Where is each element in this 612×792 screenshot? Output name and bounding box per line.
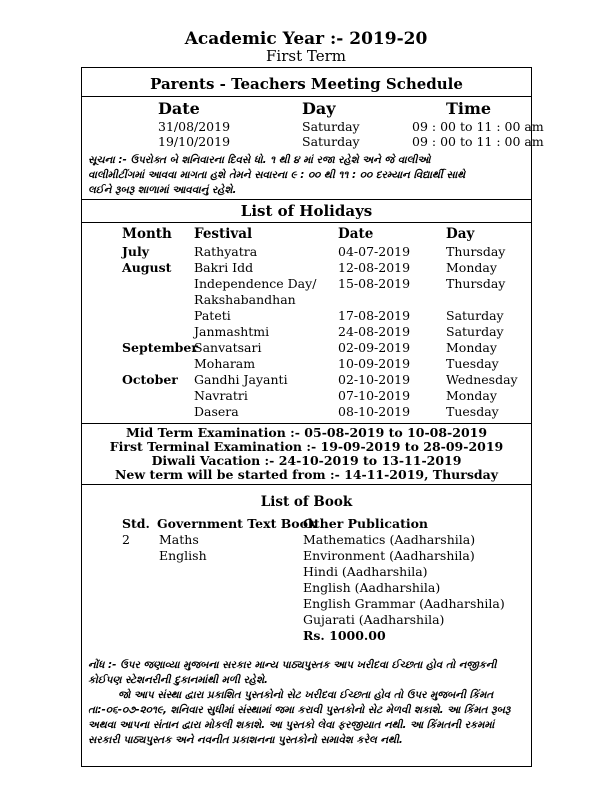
holiday-month: October xyxy=(122,372,178,387)
other-book: Hindi (Aadharshila) xyxy=(303,564,428,579)
book-std: 2 xyxy=(122,532,130,547)
divider xyxy=(82,423,531,424)
other-book: Environment (Aadharshila) xyxy=(303,548,475,563)
ptm-day: Saturday xyxy=(302,119,360,134)
other-book: Mathematics (Aadharshila) xyxy=(303,532,476,547)
ptm-col-date: Date xyxy=(158,99,200,118)
footer-note-para2: જો આપ સંસ્થા દ્વારા પ્રકાશિત પુસ્તકોનો સેટ ખરીદવા ઈચ્છતા હોવ તો ઉપર મુજબની કિંમત તા:-૦૬-૦૭-૨૦૧૯, શનિવાર સુધીમાં સંસ્થામાં જમા કરાવી પુસ્તકોનો સેટ મેળવી શકાશે. આ કિંમત રૂબરૂ અથવા આપના સંતાન દ્વારા મોકલી શકાશે. આ પુસ્તકો લેવા ફરજીયાત નથી. આ કિંમતની રકમમાં સરકારી પાઠ્યપુસ્તક અને નવનીત પ્રકાશનના પુસ્તકોનો સમાવેશ કરેલ નથી. xyxy=(88,689,511,746)
books-total-price: Rs. 1000.00 xyxy=(303,628,386,643)
holiday-date: 24-08-2019 xyxy=(338,324,411,339)
holiday-festival: Janmashtmi xyxy=(194,324,270,339)
holiday-date: 02-10-2019 xyxy=(338,372,411,387)
holiday-date: 17-08-2019 xyxy=(338,308,411,323)
govt-book: Maths xyxy=(159,532,199,547)
holiday-date: 02-09-2019 xyxy=(338,340,411,355)
holiday-day: Thursday xyxy=(446,276,506,291)
first-terminal-exam: First Terminal Examination :- 19-09-2019 to 28-09-2019 xyxy=(109,439,504,454)
books-title: List of Book xyxy=(260,494,353,510)
term-subtitle: First Term xyxy=(266,47,346,65)
divider xyxy=(82,222,531,223)
ptm-time: 09 : 00 to 11 : 00 am xyxy=(412,134,544,149)
holiday-day: Tuesday xyxy=(446,404,499,419)
holiday-month: July xyxy=(122,244,150,259)
holiday-date: 07-10-2019 xyxy=(338,388,411,403)
footer-note-para1: નોંધ :- ઉપર જણાવ્યા મુજબના સરકાર માન્ય પાઠ્યપુસ્તક આપ ખરીદવા ઈચ્છતા હોવ તો નજીકની કોઈપણ સ્ટેશનરીની દુકાનમાંથી મળી રહેશે. xyxy=(88,659,497,686)
ptm-note-line: લઈને રૂબરૂ શાળામાં આવવાનું રહેશે. xyxy=(88,184,237,196)
holiday-festival: Independence Day/ xyxy=(194,276,317,291)
holiday-festival: Gandhi Jayanti xyxy=(194,372,288,387)
holiday-festival: Pateti xyxy=(194,308,231,323)
govt-book: English xyxy=(159,548,207,563)
holiday-festival: Rathyatra xyxy=(194,244,258,259)
holiday-day: Wednesday xyxy=(446,372,518,387)
ptm-time: 09 : 00 to 11 : 00 am xyxy=(412,119,544,134)
holiday-day: Saturday xyxy=(446,308,504,323)
holiday-date: 04-07-2019 xyxy=(338,244,411,259)
holiday-date: 15-08-2019 xyxy=(338,276,411,291)
other-book: English Grammar (Aadharshila) xyxy=(303,596,505,611)
books-col-govt: Government Text Book xyxy=(157,516,317,531)
holiday-month: August xyxy=(122,260,172,275)
holiday-month: September xyxy=(122,340,198,355)
holiday-festival: Dasera xyxy=(194,404,239,419)
holiday-festival: Rakshabandhan xyxy=(194,292,296,307)
ptm-date: 19/10/2019 xyxy=(158,134,231,149)
holiday-date: 08-10-2019 xyxy=(338,404,411,419)
holiday-day: Monday xyxy=(446,260,497,275)
other-book: English (Aadharshila) xyxy=(303,580,441,595)
holiday-day: Monday xyxy=(446,340,497,355)
schedule-frame xyxy=(81,67,544,767)
holiday-festival: Bakri Idd xyxy=(194,260,254,275)
holiday-day: Tuesday xyxy=(446,356,499,371)
holiday-day: Saturday xyxy=(446,324,504,339)
holidays-col-month: Month xyxy=(122,226,172,242)
books-col-other: Other Publication xyxy=(303,516,429,531)
holiday-festival: Sanvatsari xyxy=(194,340,262,355)
ptm-date: 31/08/2019 xyxy=(158,119,231,134)
holidays-col-day: Day xyxy=(446,226,475,242)
holidays-col-festival: Festival xyxy=(194,226,253,242)
mid-term-exam: Mid Term Examination :- 05-08-2019 to 10-08-2019 xyxy=(125,425,488,440)
diwali-vacation: Diwali Vacation :- 24-10-2019 to 13-11-2019 xyxy=(151,453,462,468)
holiday-day: Monday xyxy=(446,388,497,403)
new-term-start: New term will be started from :- 14-11-2019, Thursday xyxy=(115,467,498,482)
ptm-day: Saturday xyxy=(302,134,360,149)
holiday-festival: Moharam xyxy=(194,356,256,371)
holidays-title: List of Holidays xyxy=(240,202,373,220)
ptm-note-line: વાલીમીટીંગમાં આવવા માગતા હશે તેમને સવારના ૯ : ૦૦ થી ૧૧ : ૦૦ દરમ્યાન વિદ્યાર્થી સાથે xyxy=(88,169,466,181)
other-book: Gujarati (Aadharshila) xyxy=(303,612,445,627)
holiday-date: 10-09-2019 xyxy=(338,356,411,371)
books-col-std: Std. xyxy=(122,516,150,531)
ptm-title: Parents - Teachers Meeting Schedule xyxy=(150,75,463,93)
holiday-day: Thursday xyxy=(446,244,506,259)
holiday-date: 12-08-2019 xyxy=(338,260,411,275)
holidays-col-date: Date xyxy=(338,226,374,242)
academic-year-title: Academic Year :- 2019-20 xyxy=(184,29,428,49)
divider xyxy=(82,96,531,97)
holiday-festival: Navratri xyxy=(194,388,248,403)
divider xyxy=(82,484,531,485)
divider xyxy=(82,199,531,200)
ptm-col-day: Day xyxy=(302,99,336,118)
ptm-note-line: સૂચના :- ઉપરોક્ત બે શનિવારના દિવસે ધો. ૧ થી ૪ માં રજા રહેશે અને જે વાલીઓ xyxy=(88,154,431,166)
ptm-col-time: Time xyxy=(446,99,492,118)
